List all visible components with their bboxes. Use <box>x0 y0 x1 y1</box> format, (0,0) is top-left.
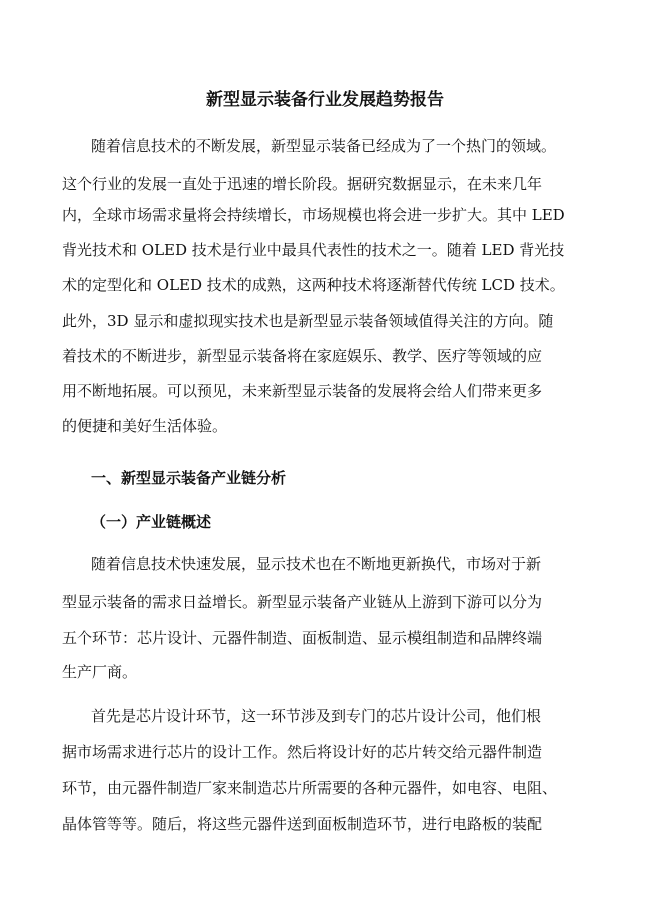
para2-line-3: 环节，由元器件制造厂家来制造芯片所需要的各种元器件，如电容、电阻、 <box>62 779 558 797</box>
para1-line-2: 型显示装备的需求日益增长。新型显示装备产业链从上游到下游可以分为 <box>62 593 543 611</box>
para1-line-4: 生产厂商。 <box>62 663 138 681</box>
para2-line-2: 据市场需求进行芯片的设计工作。然后将设计好的芯片转交给元器件制造 <box>62 743 543 761</box>
subsection-heading: （一）产业链概述 <box>91 513 212 531</box>
intro-line-6: 此外，3D 显示和虚拟现实技术也是新型显示装备领域值得关注的方向。随 <box>62 312 554 330</box>
intro-line-1: 随着信息技术的不断发展，新型显示装备已经成为了一个热门的领域。 <box>91 137 557 155</box>
intro-line-9: 的便捷和美好生活体验。 <box>62 417 228 435</box>
para1-line-1: 随着信息技术快速发展，显示技术也在不断地更新换代，市场对于新 <box>91 555 542 573</box>
intro-line-3: 内，全球市场需求量将会持续增长，市场规模也将会进一步扩大。其中 LED <box>62 206 565 224</box>
document-title: 新型显示装备行业发展趋势报告 <box>206 90 444 110</box>
para2-line-1: 首先是芯片设计环节，这一环节涉及到专门的芯片设计公司，他们根 <box>91 707 542 725</box>
intro-line-8: 用不断地拓展。可以预见，未来新型显示装备的发展将会给人们带来更多 <box>62 382 543 400</box>
intro-line-2: 这个行业的发展一直处于迅速的增长阶段。据研究数据显示，在未来几年 <box>62 175 543 193</box>
intro-line-5: 术的定型化和 OLED 技术的成熟，这两种技术将逐渐替代传统 LCD 技术。 <box>62 276 565 294</box>
para1-line-3: 五个环节：芯片设计、元器件制造、面板制造、显示模组制造和品牌终端 <box>62 629 543 647</box>
section-heading: 一、新型显示装备产业链分析 <box>91 469 287 487</box>
para2-line-4: 晶体管等等。随后，将这些元器件送到面板制造环节，进行电路板的装配 <box>62 815 543 833</box>
intro-line-4: 背光技术和 OLED 技术是行业中最具代表性的技术之一。随着 LED 背光技 <box>62 241 565 259</box>
intro-line-7: 着技术的不断进步，新型显示装备将在家庭娱乐、教学、医疗等领域的应 <box>62 347 543 365</box>
